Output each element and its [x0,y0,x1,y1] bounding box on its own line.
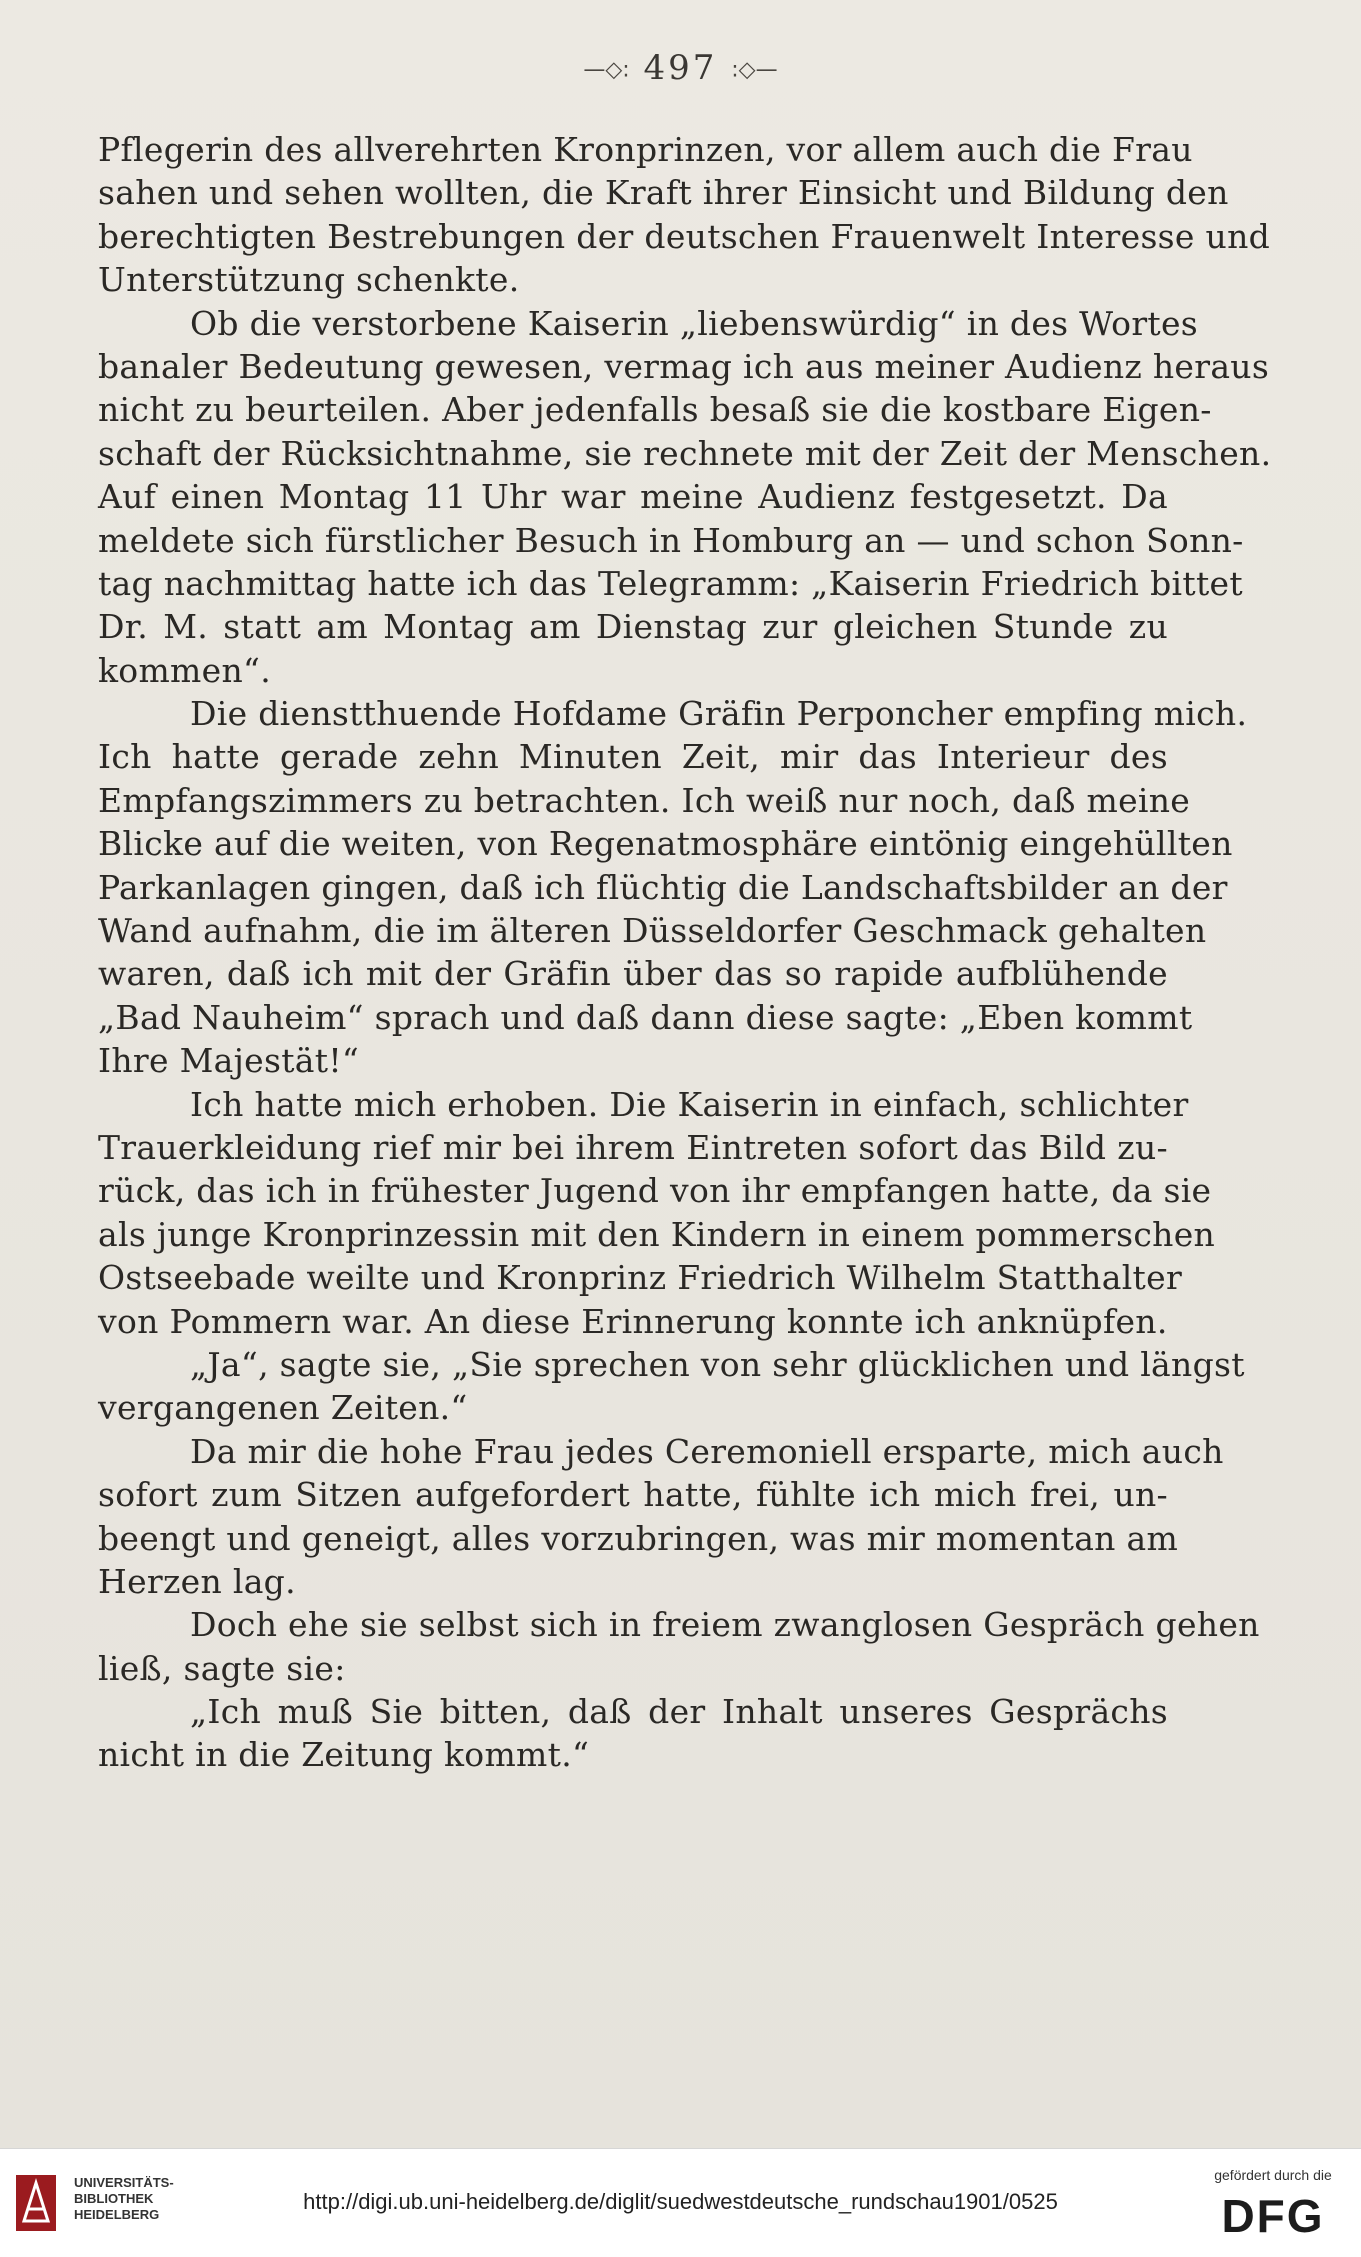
body-text [98,128,1272,1777]
text-line: meldete sich fürstlicher Besuch in Homburg an — und schon Sonn- [98,520,1244,560]
paragraph [98,128,1271,302]
text-line: Empfangszimmers zu betrachten. Ich weiß nur noch, daß meine [98,780,1191,820]
paragraph [98,1603,1260,1690]
text-line: ließ, sagte sie: [98,1648,346,1688]
text-line: „Ich muß Sie bitten, daß der Inhalt unseres Gesprächs [190,1692,1168,1732]
text-line: als junge Kronprinzessin mit den Kindern in einem pommerschen [98,1214,1216,1254]
text-line: waren, daß ich mit der Gräfin über das so rapide aufblühende [98,954,1168,994]
paragraph [98,1343,1245,1430]
text-line: Doch ehe sie selbst sich in freiem zwanglosen Gespräch gehen [190,1605,1260,1645]
text-line: Parkanlagen gingen, daß ich flüchtig die Landschaftsbilder an der [98,867,1228,907]
footer-bar [0,2148,1361,2257]
text-line: Da mir die hohe Frau jedes Ceremoniell ersparte, mich auch [190,1431,1224,1471]
text-line: sahen und sehen wollten, die Kraft ihrer Einsicht und Bildung den [98,173,1229,213]
text-line: Dr. M. statt am Montag am Dienstag zur gleichen Stunde zu [98,607,1168,647]
text-line: Ob die verstorbene Kaiserin „liebenswürdig“ in des Wortes [190,303,1199,343]
funder-caption: gefördert durch die [1214,2167,1332,2183]
text-line: Auf einen Montag 11 Uhr war meine Audienz festgesetzt. Da [98,477,1168,517]
text-line: Trauerkleidung rief mir bei ihrem Eintreten sofort das Bild zu- [98,1127,1168,1167]
institution-line: BIBLIOTHEK [74,2191,154,2206]
text-line: schaft der Rücksichtnahme, sie rechnete mit der Zeit der Menschen. [98,433,1272,473]
paragraph [98,1083,1216,1343]
text-line: Blicke auf die weiten, von Regenatmosphäre eintönig eingehüllten [98,824,1233,864]
page-header [0,48,1361,88]
text-line: tag nachmittag hatte ich das Telegramm: „Kaiserin Friedrich bittet [98,563,1243,603]
text-line: Wand aufnahm, die im älteren Düsseldorfer Geschmack gehalten [98,911,1207,951]
text-line: Herzen lag. [98,1561,296,1601]
institution-line: HEIDELBERG [74,2207,160,2222]
text-line: Die dienstthuende Hofdame Gräfin Perponcher empfing mich. [190,694,1248,734]
text-line: beengt und geneigt, alles vorzubringen, was mir momentan am [98,1518,1179,1558]
text-line: von Pommern war. An diese Erinnerung konnte ich anknüpfen. [98,1301,1168,1341]
institution-line: UNIVERSITÄTS- [74,2175,174,2190]
text-line: banaler Bedeutung gewesen, vermag ich aus meiner Audienz heraus [98,346,1270,386]
ornament-right: :◇— [731,57,778,83]
paragraph [98,1690,1168,1777]
ornament-left: —◇: [583,57,630,83]
text-line: Ihre Majestät!“ [98,1041,360,1081]
text-line: sofort zum Sitzen aufgefordert hatte, fühlte ich mich frei, un- [98,1475,1168,1515]
text-line: Ich hatte gerade zehn Minuten Zeit, mir das Interieur des [98,737,1168,777]
text-line: „Ja“, sagte sie, „Sie sprechen von sehr glücklichen und längst [190,1344,1245,1384]
paragraph [98,1430,1224,1604]
source-url-link[interactable]: http://digi.ub.uni-heidelberg.de/diglit/suedwestdeutsche_rundschau1901/0525 [303,2189,1058,2214]
text-line: Ostseebade weilte und Kronprinz Friedrich Wilhelm Statthalter [98,1258,1183,1298]
text-line: nicht in die Zeitung kommt.“ [98,1735,590,1775]
text-line: Ich hatte mich erhoben. Die Kaiserin in einfach, schlichter [190,1084,1189,1124]
paragraph [98,302,1272,693]
text-line: rück, das ich in frühester Jugend von ihr empfangen hatte, da sie [98,1171,1212,1211]
text-line: berechtigten Bestrebungen der deutschen Frauenwelt Interesse und [98,216,1271,256]
text-line: Pflegerin des allverehrten Kronprinzen, vor allem auch die Frau [98,130,1193,169]
text-line: Unterstützung schenkte. [98,260,520,300]
text-line: kommen“. [98,650,271,690]
text-line: „Bad Nauheim“ sprach und daß dann diese sagte: „Eben kommt [98,997,1193,1037]
text-line: nicht zu beurteilen. Aber jedenfalls besaß sie die kostbare Eigen- [98,390,1212,430]
paragraph [98,692,1248,1083]
text-line: vergangenen Zeiten.“ [98,1388,468,1428]
page-number: 497 [643,48,718,88]
dfg-logo: DFG [1221,2190,1325,2242]
